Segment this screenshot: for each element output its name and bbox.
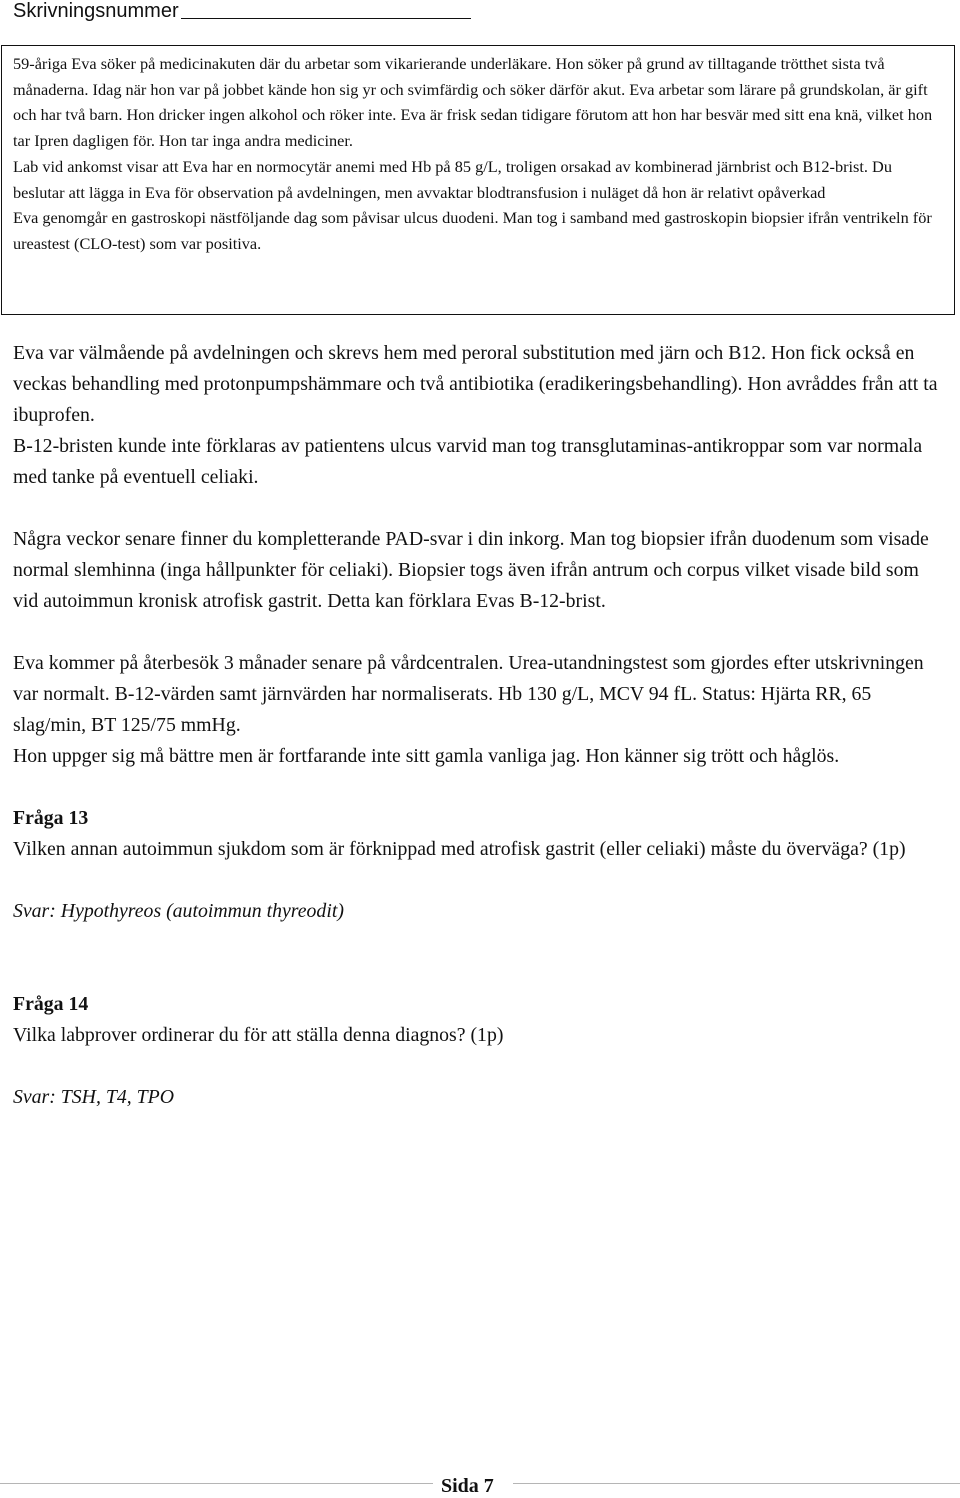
spacer: [13, 493, 948, 524]
body-paragraph-pad: Några veckor senare finner du kompletterande PAD-svar i din inkorg. Man tog biopsier ifrån duodenum som visade normal slemhinna (inga hållpunkter för celiaki). Biopsier togs även ifrån antrum och corpus vilket visade bild som vid autoimmun kronisk atrofisk gastrit. Detta kan förklara Evas B-12-brist.: [13, 528, 929, 612]
spacer: [13, 617, 948, 648]
question-13-text: Vilken annan autoimmun sjukdom som är förknippad med atrofisk gastrit (eller celiaki) måste du överväga? (1p): [13, 838, 906, 860]
body-paragraph-followup: Eva kommer på återbesök 3 månader senare på vårdcentralen. Urea-utandningstest som gjordes efter utskrivningen var normalt. B-12-värden samt järnvärden har normaliserats. Hb 130 g/L, MCV 94 fL. Status: Hjärta RR, 65 slag/min, BT 125/75 mmHg.: [13, 652, 924, 736]
question-14-title: Fråga 14: [13, 993, 89, 1015]
case-paragraph: 59-åriga Eva söker på medicinakuten där du arbetar som vikarierande underläkare. Hon söker på grund av tilltagande trötthet sista två månaderna. Idag när hon var på jobbet kände hon sig yr och svimfärdig och söker därför akut. Eva arbetar som lärare på grundskolan, är gift och har två barn. Hon dricker ingen alkohol och röker inte. Eva är frisk sedan tidigare förutom att hon har besvär med sitt ena knä, vilket hon tar Ipren dagligen för. Hon tar inga andra mediciner.: [13, 54, 933, 151]
page-footer: [0, 1474, 960, 1498]
question-13-title: Fråga 13: [13, 807, 89, 829]
spacer: [13, 927, 948, 989]
page-number: Sida 7: [441, 1475, 494, 1497]
page-header: [13, 0, 471, 22]
case-description-box: [1, 45, 955, 315]
spacer: [13, 772, 948, 803]
case-paragraph: Lab vid ankomst visar att Eva har en normocytär anemi med Hb på 85 g/L, troligen orsakad av kombinerad järnbrist och B12-brist. Du beslutar att lägga in Eva för observation på avdelningen, men avvaktar blodtransfusion i nuläget då hon är relativt opåverkad: [13, 156, 892, 202]
exam-number-label: Skrivningsnummer: [13, 0, 179, 22]
body-paragraph-symptoms: Hon uppger sig må bättre men är fortfarande inte sitt gamla vanliga jag. Hon känner sig trött och håglös.: [13, 745, 840, 767]
spacer: [13, 1051, 948, 1082]
footer-rule-left: [0, 1483, 433, 1484]
footer-rule-right: [513, 1483, 960, 1484]
main-text: [13, 338, 948, 1113]
spacer: [13, 865, 948, 896]
body-paragraph-discharge: Eva var välmående på avdelningen och skrevs hem med peroral substitution med järn och B12. Hon fick också en veckas behandling med protonpumpshämmare och två antibiotika (eradikeringsbehandling). Hon avråddes från att ta ibuprofen.: [13, 342, 938, 426]
exam-number-blank-line: [181, 0, 471, 19]
body-paragraph-b12: B-12-bristen kunde inte förklaras av patientens ulcus varvid man tog transglutaminas-antikroppar som var normala med tanke på eventuell celiaki.: [13, 435, 923, 488]
question-13-answer: Svar: Hypothyreos (autoimmun thyreodit): [13, 900, 344, 922]
question-14-text: Vilka labprover ordinerar du för att ställa denna diagnos? (1p): [13, 1024, 504, 1046]
case-paragraph: Eva genomgår en gastroskopi nästföljande dag som påvisar ulcus duodeni. Man tog i samband med gastroskopin biopsier ifrån ventrikeln för ureastest (CLO-test) som var positiva.: [13, 208, 932, 253]
question-14-answer: Svar: TSH, T4, TPO: [13, 1086, 175, 1108]
